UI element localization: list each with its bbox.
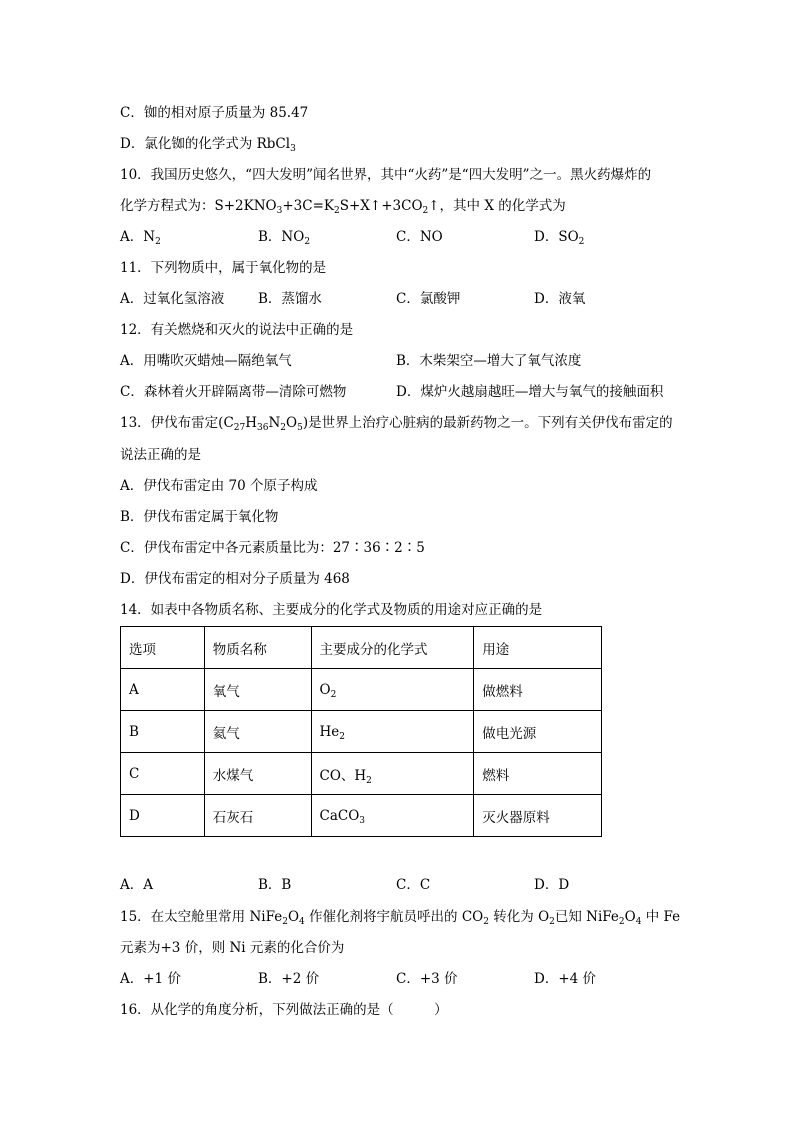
q15-option-a: A．+1 价 (120, 971, 181, 987)
table-cell: 燃料 (474, 753, 602, 795)
q10-option-d: D．$SO_2$ (534, 229, 585, 247)
table-header-cell: 选项 (121, 627, 205, 669)
q10-option-a: A．$N_2$ (120, 229, 161, 247)
q11-option-c: C．氯酸钾 (396, 291, 461, 307)
q9-option-c: C．铷的相对原子质量为 85.47 (120, 105, 309, 121)
q12-option-c: C．森林着火开辟隔离带—清除可燃物 (120, 384, 347, 400)
table-row (121, 669, 602, 711)
table-cell: $He_2$ (311, 711, 474, 753)
q12-option-d: D．煤炉火越扇越旺—增大与氧气的接触面积 (396, 384, 664, 400)
q10-stem-line1: 10．我国历史悠久，“四大发明”闻名世界，其中“火药”是“四大发明”之一。黑火药爆炸的 (120, 167, 652, 183)
q15-option-b: B．+2 价 (258, 971, 320, 987)
table-cell: D (121, 795, 205, 837)
q10-option-c: C．NO (396, 229, 443, 245)
q14-table (120, 626, 602, 837)
table-cell: CO、$H_2$ (311, 753, 474, 795)
q12-option-b: B．木柴架空—增大了氧气浓度 (396, 353, 582, 369)
table-cell: CaCO$_3$ (311, 795, 474, 837)
table-cell: B (121, 711, 205, 753)
q15-stem-line1: 15．在太空舱里常用 $NiFe_2O_4$ 作催化剂将宇航员呼出的 $CO_2$ 转化为 $O_2$已知 $NiFe_2O_4$ 中 Fe (120, 909, 681, 927)
q14-stem: 14．如表中各物质名称、主要成分的化学式及物质的用途对应正确的是 (120, 602, 543, 618)
table-header-cell: 物质名称 (204, 627, 311, 669)
q11-stem: 11．下列物质中，属于氧化物的是 (120, 260, 327, 276)
q13-option-a: A．伊伐布雷定由 70 个原子构成 (120, 478, 318, 494)
table-cell: 做燃料 (474, 669, 602, 711)
q13-option-c: C．伊伐布雷定中各元素质量比为：27∶36∶2∶5 (120, 540, 425, 556)
q14-option-c: C．C (396, 877, 431, 893)
q10-stem-line2: 化学方程式为：$S+2KNO_3+3C=K_2S+X↑+3CO_2↑$，其中 X 的化学式为 (120, 198, 566, 216)
table-cell: 氧气 (204, 669, 311, 711)
table-row (121, 711, 602, 753)
table-cell: 石灰石 (204, 795, 311, 837)
q14-option-b: B．B (258, 877, 292, 893)
table-cell: 做电光源 (474, 711, 602, 753)
q16-stem: 16．从化学的角度分析，下列做法正确的是（ ） (120, 1002, 448, 1018)
q14-option-d: D．D (534, 877, 570, 893)
table-header-row (121, 627, 602, 669)
table-row (121, 753, 602, 795)
q9-option-d: D．氯化铷的化学式为 RbCl$_3$ (120, 136, 296, 154)
q14-option-a: A．A (120, 877, 153, 893)
table-cell: 氦气 (204, 711, 311, 753)
q15-stem-line2: 元素为+3 价，则 Ni 元素的化合价为 (120, 940, 345, 956)
q11-option-d: D．液氧 (534, 291, 586, 307)
q13-option-d: D．伊伐布雷定的相对分子质量为 468 (120, 571, 350, 587)
q12-stem: 12．有关燃烧和灭火的说法中正确的是 (120, 322, 354, 338)
q11-option-b: B．蒸馏水 (258, 291, 322, 307)
table-cell: 灭火器原料 (474, 795, 602, 837)
q11-option-a: A．过氧化氢溶液 (120, 291, 225, 307)
q13-stem-line2: 说法正确的是 (120, 447, 201, 463)
q10-option-b: B．$NO_2$ (258, 229, 311, 247)
q13-option-b: B．伊伐布雷定属于氧化物 (120, 509, 279, 525)
q15-option-d: D．+4 价 (534, 971, 597, 987)
table-cell: 水煤气 (204, 753, 311, 795)
table-cell: C (121, 753, 205, 795)
table-header-cell: 用途 (474, 627, 602, 669)
q15-option-c: C．+3 价 (396, 971, 458, 987)
q12-option-a: A．用嘴吹灭蜡烛—隔绝氧气 (120, 353, 292, 369)
table-header-cell: 主要成分的化学式 (311, 627, 474, 669)
table-row (121, 795, 602, 837)
table-cell: $O_2$ (311, 669, 474, 711)
table-cell: A (121, 669, 205, 711)
q13-stem-line1: 13．伊伐布雷定$(C_{27}H_{36}N_2O_5)$是世界上治疗心脏病的最新药物之一。下列有关伊伐布雷定的 (120, 415, 673, 433)
